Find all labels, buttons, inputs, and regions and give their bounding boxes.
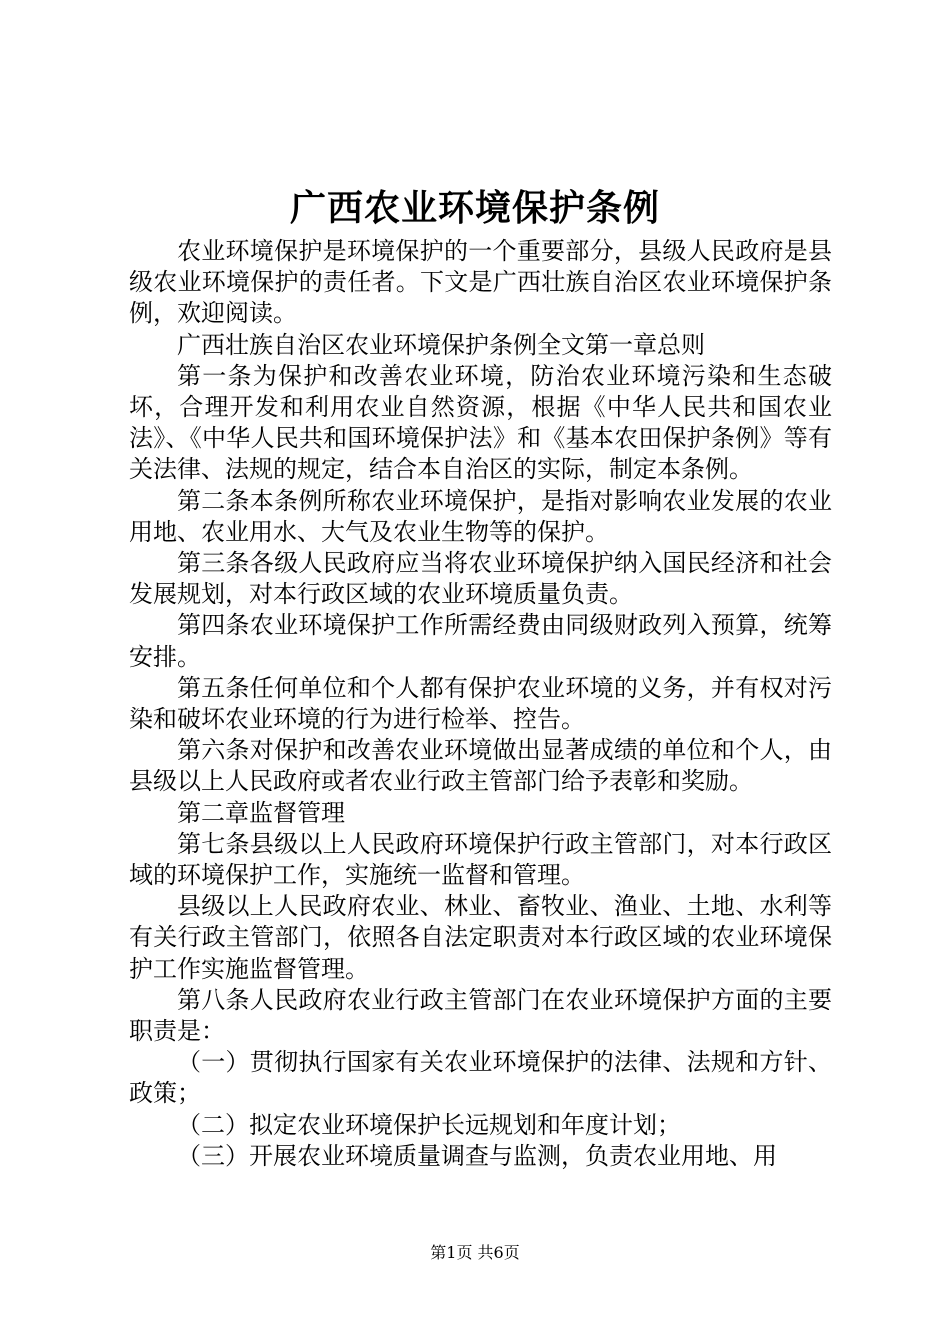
article-3: 第三条各级人民政府应当将农业环境保护纳入国民经济和社会发展规划，对本行政区域的农业环境质量负责。 <box>129 549 832 609</box>
document-body <box>129 236 832 1172</box>
chapter-heading-supervision: 第二章监督管理 <box>177 798 345 827</box>
article-7-clause: 县级以上人民政府农业、林业、畜牧业、渔业、土地、水利等有关行政主管部门，依照各自法定职责对本行政区域的农业环境保护工作实施监督管理。 <box>129 892 832 983</box>
article-2: 第二条本条例所称农业环境保护，是指对影响农业发展的农业用地、农业用水、大气及农业生物等的保护。 <box>129 486 832 546</box>
intro-paragraph: 农业环境保护是环境保护的一个重要部分，县级人民政府是县级农业环境保护的责任者。下文是广西壮族自治区农业环境保护条例，欢迎阅读。 <box>129 237 832 328</box>
page-number-footer: 第1页 共6页 <box>430 1243 520 1262</box>
article-8: 第八条人民政府农业行政主管部门在农业环境保护方面的主要职责是： <box>129 985 832 1046</box>
document-title: 广西农业环境保护条例 <box>289 187 660 229</box>
article-8-item-1: （一）贯彻执行国家有关农业环境保护的法律、法规和方针、政策； <box>129 1048 832 1108</box>
article-7: 第七条县级以上人民政府环境保护行政主管部门，对本行政区域的环境保护工作，实施统一监督和管理。 <box>129 829 832 890</box>
article-5: 第五条任何单位和个人都有保护农业环境的义务，并有权对污染和破坏农业环境的行为进行检举、控告。 <box>129 673 832 734</box>
article-1: 第一条为保护和改善农业环境，防治农业环境污染和生态破坏，合理开发和利用农业自然资源，根据《中华人民共和国农业法》、《中华人民共和国环境保护法》和《基本农田保护条例》等有关法律、法规的规定，结合本自治区的实际，制定本条例。 <box>129 361 832 484</box>
article-8-item-2: （二）拟定农业环境保护长远规划和年度计划； <box>177 1110 681 1139</box>
article-6: 第六条对保护和改善农业环境做出显著成绩的单位和个人，由县级以上人民政府或者农业行政主管部门给予表彰和奖励。 <box>129 736 832 796</box>
article-8-item-3: （三）开展农业环境质量调查与监测，负责农业用地、用 <box>177 1141 777 1170</box>
chapter-heading-general: 广西壮族自治区农业环境保护条例全文第一章总则 <box>177 330 705 359</box>
article-4: 第四条农业环境保护工作所需经费由同级财政列入预算，统筹安排。 <box>129 611 832 671</box>
